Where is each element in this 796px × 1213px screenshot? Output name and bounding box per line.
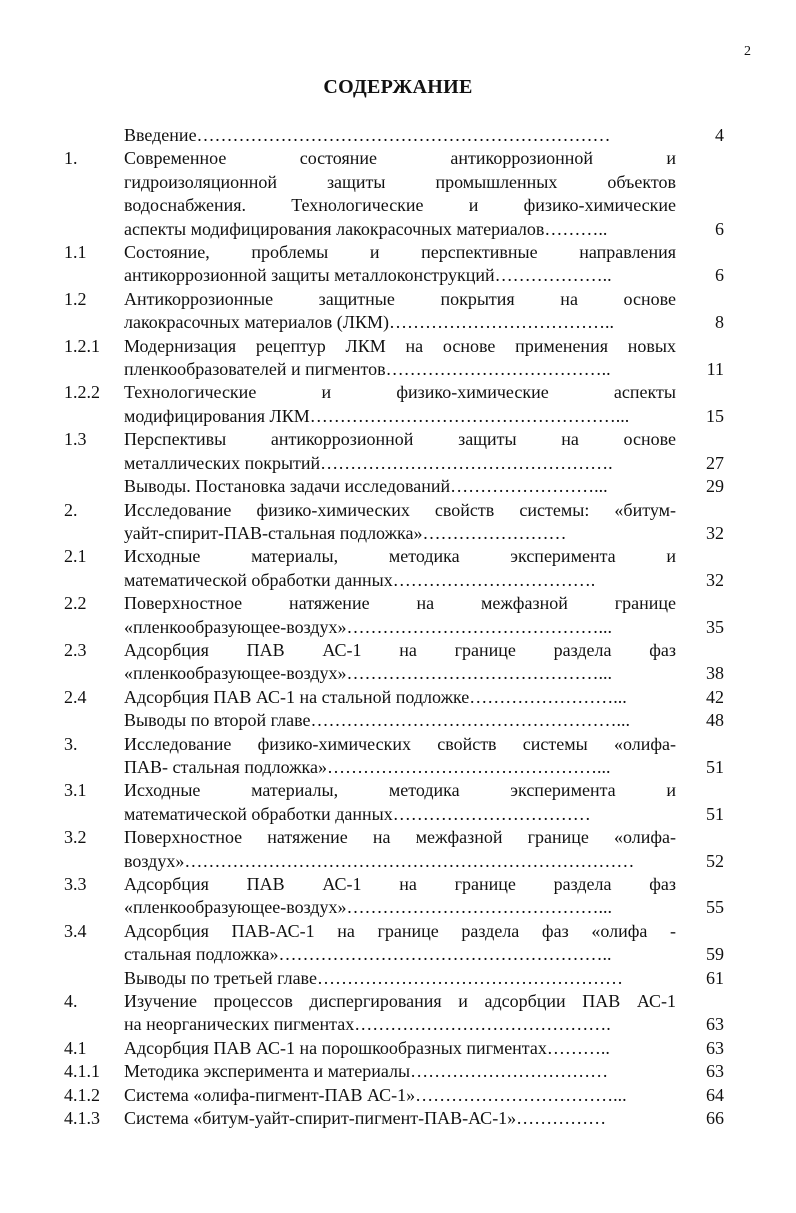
toc-entry-number: 1. — [64, 148, 78, 169]
toc-entry — [64, 147, 724, 241]
toc-entry-number: 4.1 — [64, 1037, 87, 1058]
toc-entry-number: 4.1.2 — [64, 1084, 100, 1105]
toc-entry-number: 2.1 — [64, 546, 87, 567]
toc-entry-line: Выводы по второй главе……………………………………………... — [124, 710, 630, 731]
toc-entry — [64, 241, 724, 288]
toc-entry — [64, 335, 724, 382]
toc-entry-line: Адсорбция ПАВ АС-1 на порошкообразных пигментах……….. — [124, 1037, 610, 1058]
toc-entry-page: 32 — [706, 522, 724, 543]
toc-entry — [64, 733, 724, 780]
toc-entry-line: «пленкообразующее-воздух»……………………………………... — [124, 616, 613, 637]
page-title: СОДЕРЖАНИЕ — [323, 76, 473, 98]
toc-entry-page: 35 — [706, 616, 724, 637]
toc-entry-page: 55 — [706, 897, 724, 918]
toc-entry-line: металлических покрытий…………………………………………. — [124, 452, 613, 473]
toc-entry-page: 52 — [706, 850, 724, 871]
toc-entry-number — [64, 709, 124, 732]
page-number: 2 — [744, 44, 751, 59]
toc-entry — [64, 124, 724, 147]
toc-entry-title — [124, 124, 676, 147]
toc-entry-title — [124, 733, 676, 780]
toc-entry-title — [124, 990, 676, 1037]
toc-entry-page: 42 — [706, 686, 724, 707]
toc-entry-line: Изучение процессов диспергирования и адсорбции ПАВ АС-1 — [124, 991, 676, 1012]
toc-entry-title — [124, 241, 676, 288]
toc-entry — [64, 499, 724, 546]
toc-entry-line: гидроизоляционной защиты промышленных объектов — [124, 171, 676, 192]
toc-entry-page: 63 — [706, 1014, 724, 1035]
toc-entry-page: 64 — [706, 1084, 724, 1105]
toc-entry-number: 1.3 — [64, 429, 87, 450]
toc-entry-number: 4.1.3 — [64, 1108, 100, 1129]
toc-entry-page: 38 — [706, 663, 724, 684]
toc-entry-number: 2. — [64, 499, 78, 520]
toc-entry-line: «пленкообразующее-воздух»……………………………………... — [124, 897, 613, 918]
toc-entry-number — [64, 124, 124, 147]
toc-entry-line: Адсорбция ПАВ АС-1 на границе раздела фаз — [124, 639, 676, 660]
toc-entry-line: Адсорбция ПАВ АС-1 на стальной подложке……………………... — [124, 686, 627, 707]
toc-entry-number — [64, 967, 124, 990]
toc-entry-title — [124, 381, 676, 428]
toc-entry-line: Введение…………………………………………………………… — [124, 125, 611, 145]
toc-entry-page: 63 — [706, 1037, 724, 1058]
toc-entry-number: 1.2.1 — [64, 335, 100, 356]
toc-entry-page: 48 — [706, 710, 724, 731]
toc-entry-line: математической обработки данных…………………………… — [124, 803, 591, 824]
toc-entry — [64, 1037, 724, 1060]
toc-entry — [64, 1060, 724, 1083]
toc-entry-line: Выводы. Постановка задачи исследований……………………... — [124, 476, 608, 497]
toc-entry-title — [124, 873, 676, 920]
toc-entry — [64, 545, 724, 592]
toc-entry-number: 2.4 — [64, 686, 87, 707]
toc-entry-page: 29 — [706, 476, 724, 497]
toc-entry — [64, 686, 724, 709]
toc-entry-line: Поверхностное натяжение на межфазной границе — [124, 593, 676, 614]
toc-entry-line: «пленкообразующее-воздух»……………………………………... — [124, 663, 613, 684]
toc-entry-line: на неорганических пигментах……………………………………. — [124, 1014, 611, 1035]
toc-entry-line: Технологические и физико-химические аспекты — [124, 382, 676, 403]
toc-entry — [64, 1107, 724, 1130]
toc-entry-number — [64, 475, 124, 498]
toc-entry-page: 15 — [706, 405, 724, 426]
toc-entry-page: 4 — [715, 125, 724, 145]
toc-entry-title — [124, 709, 676, 732]
toc-entry-line: Адсорбция ПАВ-АС-1 на границе раздела фаз «олифа - — [124, 920, 676, 941]
toc-entry-page: 6 — [715, 218, 724, 239]
toc-entry-line: математической обработки данных……………………………. — [124, 569, 596, 590]
table-of-contents — [64, 124, 724, 1130]
toc-entry-number: 2.3 — [64, 639, 87, 660]
toc-entry — [64, 592, 724, 639]
toc-entry-title — [124, 779, 676, 826]
toc-entry-line: Современное состояние антикоррозионной и — [124, 148, 676, 169]
toc-entry-title — [124, 592, 676, 639]
toc-entry — [64, 873, 724, 920]
toc-entry-line: Антикоррозионные защитные покрытия на основе — [124, 288, 676, 309]
toc-entry — [64, 990, 724, 1037]
toc-entry-page: 61 — [706, 967, 724, 988]
toc-entry — [64, 288, 724, 335]
toc-entry-line: Исходные материалы, методика эксперимента и — [124, 780, 676, 801]
toc-entry-title — [124, 545, 676, 592]
toc-entry-page: 51 — [706, 803, 724, 824]
toc-entry-line: Поверхностное натяжение на межфазной границе «олифа- — [124, 827, 676, 848]
toc-entry-line: Система «олифа-пигмент-ПАВ АС-1»……………………………... — [124, 1084, 627, 1105]
toc-entry-number: 3.1 — [64, 780, 87, 801]
toc-entry-page: 32 — [706, 569, 724, 590]
toc-entry-line: Исследование физико-химических свойств системы: «битум- — [124, 499, 676, 520]
toc-entry — [64, 709, 724, 732]
toc-entry-page: 8 — [715, 312, 724, 333]
toc-entry — [64, 920, 724, 967]
toc-entry-number: 4. — [64, 991, 78, 1012]
toc-entry-number: 3.4 — [64, 920, 87, 941]
toc-entry-number: 2.2 — [64, 593, 87, 614]
toc-entry-title — [124, 1084, 676, 1107]
toc-entry — [64, 639, 724, 686]
toc-entry-line: пленкообразователей и пигментов……………………………….. — [124, 359, 611, 380]
toc-entry-line: Адсорбция ПАВ АС-1 на границе раздела фаз — [124, 874, 676, 894]
toc-entry-title — [124, 1060, 676, 1083]
toc-entry-line: стальная подложка»……………………………………………….. — [124, 944, 612, 965]
toc-entry-title — [124, 475, 676, 498]
toc-entry-line: Исследование физико-химических свойств системы «олифа- — [124, 733, 676, 754]
toc-entry-page: 63 — [706, 1061, 724, 1082]
toc-entry-number: 3. — [64, 733, 78, 754]
toc-entry-title — [124, 288, 676, 335]
toc-entry-line: лакокрасочных материалов (ЛКМ)……………………………….. — [124, 312, 614, 333]
toc-entry-line: водоснабжения. Технологические и физико-химические — [124, 195, 676, 216]
toc-entry-number: 1.2 — [64, 288, 87, 309]
toc-entry-line: Система «битум-уайт-спирит-пигмент-ПАВ-АС-1»…………… — [124, 1108, 607, 1129]
toc-entry-line: Методика эксперимента и материалы…………………………… — [124, 1061, 609, 1082]
toc-entry-line: Состояние, проблемы и перспективные направления — [124, 242, 676, 263]
toc-entry-title — [124, 1107, 676, 1130]
toc-entry-line: уайт-спирит-ПАВ-стальная подложка»…………………… — [124, 522, 567, 543]
toc-entry — [64, 428, 724, 475]
toc-entry — [64, 475, 724, 498]
toc-entry-title — [124, 826, 676, 873]
toc-entry-page: 66 — [706, 1108, 724, 1129]
toc-entry-title — [124, 335, 676, 382]
toc-entry-title — [124, 147, 676, 241]
toc-entry-line: Перспективы антикоррозионной защиты на основе — [124, 429, 676, 450]
toc-entry-line: модифицирования ЛКМ……………………………………………... — [124, 405, 630, 426]
toc-entry — [64, 1084, 724, 1107]
toc-entry-page: 6 — [715, 265, 724, 286]
toc-entry-title — [124, 639, 676, 686]
toc-entry-number: 3.2 — [64, 827, 87, 848]
toc-entry — [64, 381, 724, 428]
toc-entry — [64, 779, 724, 826]
toc-entry-number: 4.1.1 — [64, 1061, 100, 1082]
toc-entry-number: 1.2.2 — [64, 382, 100, 403]
toc-entry-page: 11 — [706, 359, 724, 380]
toc-entry — [64, 967, 724, 990]
toc-entry-line: антикоррозионной защиты металлоконструкций……………….. — [124, 265, 612, 286]
toc-entry-page: 27 — [706, 452, 724, 473]
toc-entry-number: 3.3 — [64, 874, 87, 894]
toc-entry-page: 51 — [706, 756, 724, 777]
toc-entry-line: аспекты модифицирования лакокрасочных материалов……….. — [124, 218, 608, 239]
toc-entry-line: ПАВ- стальная подложка»………………………………………... — [124, 756, 611, 777]
toc-entry-title — [124, 686, 676, 709]
toc-entry-title — [124, 1037, 676, 1060]
toc-entry-line: Исходные материалы, методика эксперимента и — [124, 546, 676, 567]
toc-entry-line: Модернизация рецептур ЛКМ на основе применения новых — [124, 335, 676, 356]
toc-entry-title — [124, 967, 676, 990]
toc-entry-title — [124, 428, 676, 475]
toc-entry-title — [124, 920, 676, 967]
toc-entry — [64, 826, 724, 873]
toc-entry-number: 1.1 — [64, 242, 87, 263]
toc-entry-title — [124, 499, 676, 546]
toc-entry-page: 59 — [706, 944, 724, 965]
toc-entry-line: воздух»………………………………………………………………… — [124, 850, 635, 871]
toc-entry-line: Выводы по третьей главе…………………………………………… — [124, 967, 623, 988]
